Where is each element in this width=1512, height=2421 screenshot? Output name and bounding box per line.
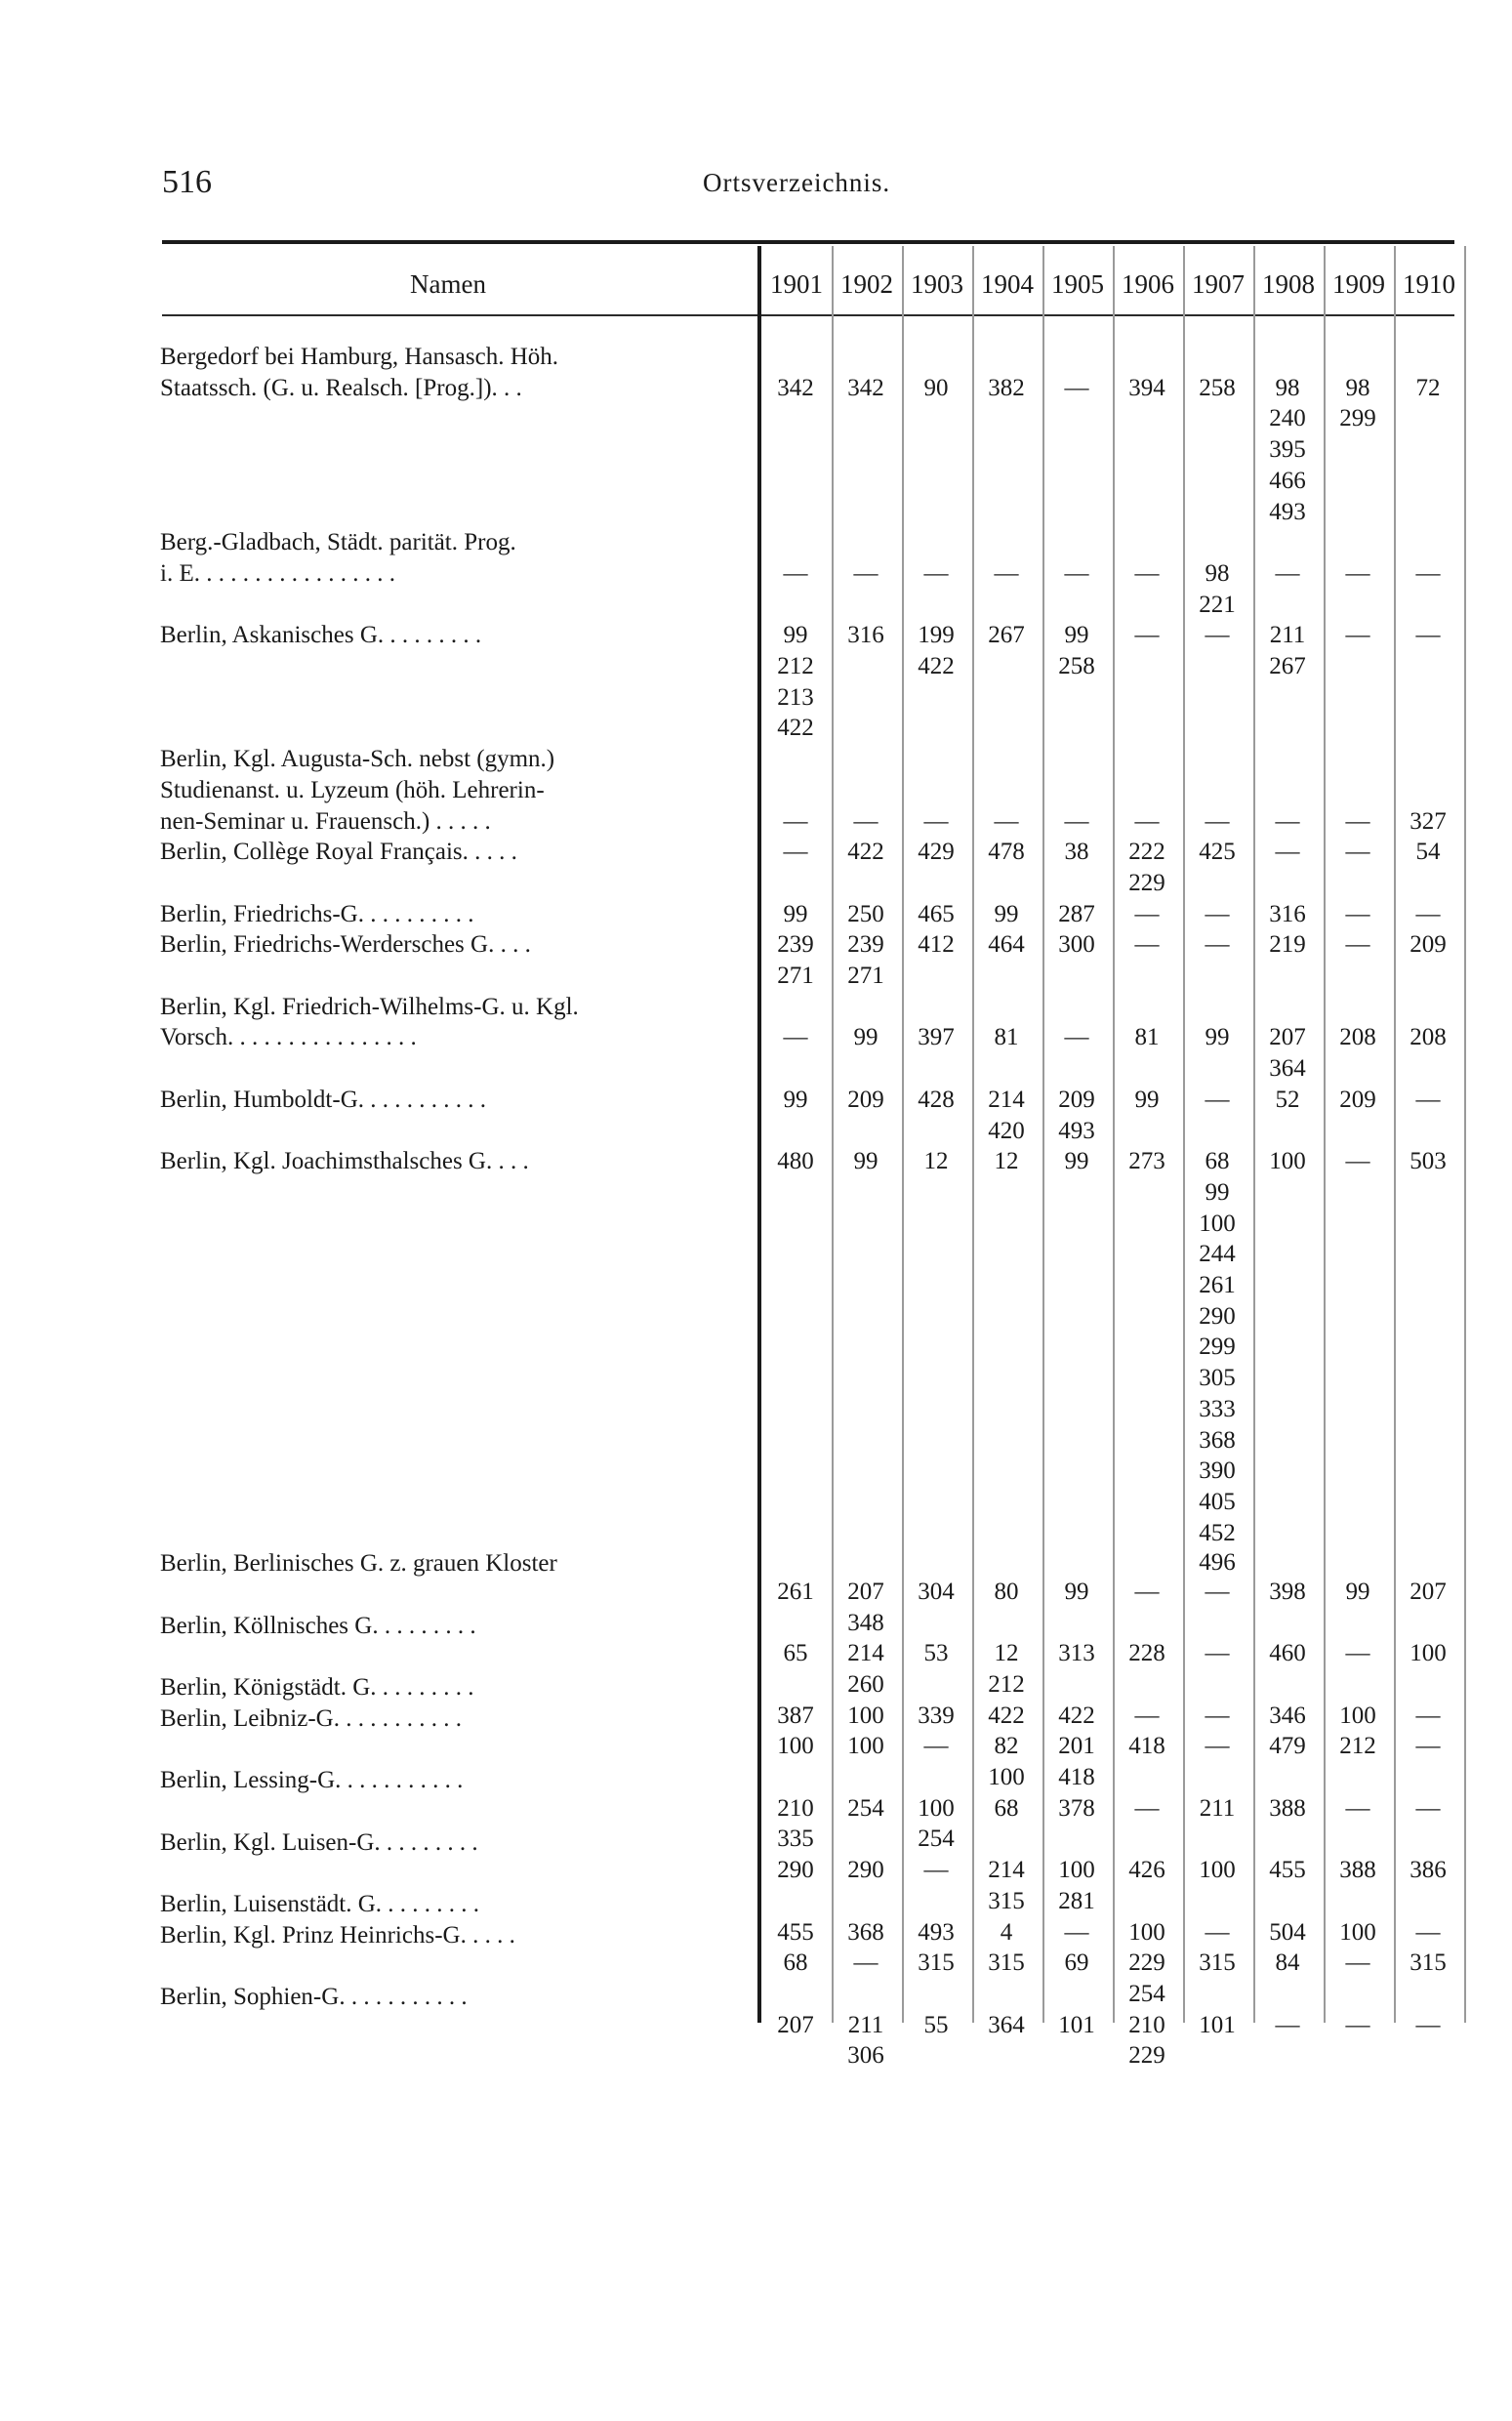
table-cell: 368 [1199, 1426, 1236, 1454]
table-cell: — [1064, 807, 1089, 835]
table-cell: 478 [988, 839, 1025, 866]
table-cell: 201 [1058, 1733, 1095, 1760]
school-name-line: Staatssch. (G. u. Realsch. [Prog.]). . . [160, 374, 522, 401]
table-cell: 327 [1410, 807, 1447, 835]
table-cell: 100 [988, 1764, 1025, 1791]
table-cell: 99 [783, 900, 808, 927]
table-cell: 101 [1199, 2011, 1236, 2038]
table-cell: — [1415, 900, 1441, 927]
table-cell: 364 [988, 2011, 1025, 2038]
year-header: 1902 [840, 269, 893, 299]
table-cell: — [783, 1024, 808, 1051]
table-cell: 12 [923, 1148, 949, 1175]
table-cell: 100 [1410, 1640, 1447, 1667]
table-cell: 313 [1058, 1640, 1095, 1667]
table-cell: — [1345, 1794, 1370, 1822]
table-cell: 382 [988, 374, 1025, 401]
table-cell: 305 [1199, 1365, 1236, 1392]
school-name-line: Berlin, Luisenstädt. G. . . . . . . . . [160, 1891, 480, 1917]
table-cell: 422 [988, 1702, 1025, 1729]
table-cell: — [853, 559, 879, 587]
table-cell: 100 [1339, 1702, 1376, 1729]
table-cell: 100 [1269, 1148, 1306, 1175]
school-name-line: Berlin, Sophien-G. . . . . . . . . . . [160, 1984, 468, 2011]
table-cell: 240 [1269, 405, 1306, 432]
table-cell: 418 [1058, 1764, 1095, 1791]
table-cell: 209 [1410, 931, 1447, 959]
table-cell: 418 [1128, 1733, 1165, 1760]
table-cell: — [1205, 622, 1230, 649]
table-cell: — [1415, 622, 1441, 649]
table-cell: — [1345, 1148, 1370, 1175]
table-cell: — [1134, 1794, 1160, 1822]
table-cell: 100 [1199, 1857, 1236, 1884]
table-cell: 346 [1269, 1702, 1306, 1729]
table-cell: 52 [1275, 1086, 1300, 1113]
table-cell: 290 [777, 1857, 814, 1884]
table-cell: 466 [1269, 467, 1306, 494]
table-cell: — [1205, 931, 1230, 959]
table-cell: 208 [1339, 1024, 1376, 1051]
table-cell: 422 [777, 715, 814, 742]
table-cell: 100 [777, 1733, 814, 1760]
table-cell: 99 [1064, 1578, 1089, 1605]
table-cell: 422 [1058, 1702, 1095, 1729]
table-cell: 479 [1269, 1733, 1306, 1760]
table-cell: 100 [1058, 1857, 1095, 1884]
table-cell: 429 [918, 839, 955, 866]
table-top-rule [162, 240, 1454, 244]
table-cell: 229 [1128, 869, 1165, 896]
table-cell: — [923, 1857, 949, 1884]
table-cell: 315 [918, 1949, 955, 1977]
table-cell: 254 [1128, 1980, 1165, 2007]
table-cell: — [1205, 1702, 1230, 1729]
school-name-line: Berlin, Kgl. Joachimsthalsches G. . . . [160, 1148, 529, 1175]
table-cell: — [1275, 807, 1300, 835]
table-cell: 258 [1199, 374, 1236, 401]
school-name-line: Berlin, Askanisches G. . . . . . . . . [160, 622, 482, 649]
table-cell: 90 [923, 374, 949, 401]
table-cell: — [1205, 1086, 1230, 1113]
table-cell: — [994, 807, 1019, 835]
table-cell: — [1134, 931, 1160, 959]
table-cell: 100 [847, 1733, 884, 1760]
table-cell: 480 [777, 1148, 814, 1175]
table-cell: 12 [994, 1148, 1019, 1175]
table-cell: 290 [1199, 1302, 1236, 1330]
table-cell: 394 [1128, 374, 1165, 401]
table-cell: 99 [783, 622, 808, 649]
table-cell: 452 [1199, 1519, 1236, 1546]
page-number: 516 [162, 164, 212, 200]
table-cell: — [853, 1949, 879, 1977]
table-cell: 211 [1269, 622, 1306, 649]
table-cell: 493 [1269, 498, 1306, 525]
table-cell: 207 [777, 2011, 814, 2038]
table-cell: 287 [1058, 900, 1095, 927]
school-name-line: Berlin, Humboldt-G. . . . . . . . . . . [160, 1086, 487, 1113]
table-cell: 315 [988, 1949, 1025, 1977]
school-name-line: Berlin, Lessing-G. . . . . . . . . . . [160, 1767, 464, 1794]
table-cell: — [1134, 1702, 1160, 1729]
year-header: 1905 [1051, 269, 1104, 299]
table-cell: — [1345, 900, 1370, 927]
table-cell: 199 [918, 622, 955, 649]
school-name-line: Berlin, Berlinisches G. z. grauen Kloster [160, 1550, 557, 1578]
table-cell: 422 [918, 653, 955, 679]
table-cell: 221 [1199, 591, 1236, 618]
table-cell: — [923, 807, 949, 835]
table-cell: 69 [1064, 1949, 1089, 1977]
table-cell: 425 [1199, 839, 1236, 866]
table-cell: 281 [1058, 1887, 1095, 1914]
table-cell: 38 [1064, 839, 1089, 866]
table-cell: 465 [918, 900, 955, 927]
table-cell: 412 [918, 931, 955, 959]
table-cell: 306 [847, 2042, 884, 2070]
table-cell: 390 [1199, 1457, 1236, 1485]
table-cell: — [1205, 900, 1230, 927]
table-cell: 388 [1339, 1857, 1376, 1884]
table-cell: 316 [1269, 900, 1306, 927]
table-cell: 222 [1128, 839, 1165, 866]
table-cell: — [1205, 1640, 1230, 1667]
table-cell: — [1275, 839, 1300, 866]
table-cell: 68 [1205, 1148, 1230, 1175]
table-cell: — [1275, 2011, 1300, 2038]
table-cell: — [783, 839, 808, 866]
table-cell: 426 [1128, 1857, 1165, 1884]
table-cell: 420 [988, 1117, 1025, 1144]
table-cell: 99 [1134, 1086, 1160, 1113]
column-divider [1464, 246, 1466, 2023]
table-cell: 99 [1064, 622, 1089, 649]
table-cell: — [1345, 2011, 1370, 2038]
table-cell: 65 [783, 1640, 808, 1667]
table-cell: 299 [1339, 405, 1376, 432]
table-cell: 290 [847, 1857, 884, 1884]
school-name-line: Berlin, Kgl. Friedrich-Wilhelms-G. u. Kgl. [160, 993, 579, 1020]
table-cell: 98 [1345, 374, 1370, 401]
table-cell: 212 [1339, 1733, 1376, 1760]
table-cell: 100 [847, 1702, 884, 1729]
table-cell: 387 [777, 1702, 814, 1729]
school-name-line: Berlin, Leibniz-G. . . . . . . . . . . [160, 1704, 462, 1732]
table-cell: 80 [994, 1578, 1019, 1605]
table-cell: 99 [1205, 1178, 1230, 1206]
namen-header: Namen [410, 269, 486, 299]
table-cell: 211 [847, 2011, 884, 2038]
table-cell: 239 [777, 931, 814, 959]
school-name-line: Berlin, Collège Royal Français. . . . . [160, 839, 517, 866]
table-cell: 53 [923, 1640, 949, 1667]
school-name-line: Berlin, Friedrichs-G. . . . . . . . . . [160, 900, 474, 927]
table-cell: — [1415, 2011, 1441, 2038]
year-header: 1904 [981, 269, 1034, 299]
table-cell: 99 [1205, 1024, 1230, 1051]
table-cell: 496 [1199, 1548, 1236, 1576]
school-name-line: nen-Seminar u. Frauensch.) . . . . . [160, 807, 491, 835]
table-cell: 464 [988, 931, 1025, 959]
table-cell: 209 [1058, 1086, 1095, 1113]
table-cell: 271 [847, 963, 884, 989]
table-cell: — [1345, 1949, 1370, 1977]
table-cell: 260 [847, 1670, 884, 1698]
school-name-line: Vorsch. . . . . . . . . . . . . . . . [160, 1024, 417, 1051]
table-cell: 207 [1410, 1578, 1447, 1605]
table-cell: 100 [918, 1794, 955, 1822]
school-name-line: i. E. . . . . . . . . . . . . . . . . [160, 559, 395, 587]
table-cell: 333 [1199, 1395, 1236, 1422]
table-cell: — [1205, 1733, 1230, 1760]
table-cell: 503 [1410, 1148, 1447, 1175]
table-cell: 209 [1339, 1086, 1376, 1113]
table-cell: 100 [1128, 1918, 1165, 1946]
table-cell: — [1064, 1918, 1089, 1946]
table-cell: 99 [853, 1148, 879, 1175]
table-cell: — [1415, 1794, 1441, 1822]
table-cell: — [783, 807, 808, 835]
table-cell: 342 [847, 374, 884, 401]
table-cell: 315 [988, 1887, 1025, 1914]
table-cell: 219 [1269, 931, 1306, 959]
table-cell: — [1345, 931, 1370, 959]
table-cell: 460 [1269, 1640, 1306, 1667]
table-cell: — [1064, 374, 1089, 401]
table-cell: — [1415, 559, 1441, 587]
table-cell: 395 [1269, 436, 1306, 464]
year-header: 1910 [1403, 269, 1455, 299]
table-cell: 315 [1199, 1949, 1236, 1977]
table-cell: 98 [1275, 374, 1300, 401]
school-name-line: Studienanst. u. Lyzeum (höh. Lehrerin- [160, 776, 545, 803]
table-cell: 398 [1269, 1578, 1306, 1605]
table-cell: 388 [1269, 1794, 1306, 1822]
year-header: 1906 [1122, 269, 1174, 299]
table-cell: — [1345, 559, 1370, 587]
school-name-line: Berlin, Kgl. Prinz Heinrichs-G. . . . . [160, 1921, 515, 1949]
table-cell: 254 [918, 1826, 955, 1853]
table-cell: 99 [994, 900, 1019, 927]
table-cell: 493 [918, 1918, 955, 1946]
table-cell: 258 [1058, 653, 1095, 679]
table-cell: 207 [1269, 1024, 1306, 1051]
year-header: 1907 [1192, 269, 1245, 299]
table-cell: 211 [1199, 1794, 1236, 1822]
table-cell: 267 [1269, 653, 1306, 679]
table-cell: 100 [1339, 1918, 1376, 1946]
table-cell: — [1415, 1086, 1441, 1113]
school-name-line: Berlin, Kgl. Luisen-G. . . . . . . . . [160, 1828, 478, 1856]
table-cell: 267 [988, 622, 1025, 649]
table-cell: 81 [1134, 1024, 1160, 1051]
table-cell: 68 [783, 1949, 808, 1977]
table-cell: — [1415, 1918, 1441, 1946]
table-cell: 207 [847, 1578, 884, 1605]
table-cell: 261 [1199, 1272, 1236, 1298]
table-cell: 428 [918, 1086, 955, 1113]
table-cell: 261 [777, 1578, 814, 1605]
table-cell: 348 [847, 1609, 884, 1636]
table-cell: 54 [1415, 839, 1441, 866]
table-cell: 455 [777, 1918, 814, 1946]
table-cell: 68 [994, 1794, 1019, 1822]
table-cell: 339 [918, 1702, 955, 1729]
table-cell: — [1064, 1024, 1089, 1051]
table-cell: 208 [1410, 1024, 1447, 1051]
table-cell: 81 [994, 1024, 1019, 1051]
table-cell: 299 [1199, 1334, 1236, 1361]
table-cell: 212 [988, 1670, 1025, 1698]
table-cell: — [1134, 900, 1160, 927]
table-cell: — [1345, 839, 1370, 866]
table-cell: 342 [777, 374, 814, 401]
table-header-rule [162, 314, 1454, 316]
table-cell: 214 [847, 1640, 884, 1667]
table-cell: — [994, 559, 1019, 587]
table-cell: 214 [988, 1086, 1025, 1113]
table-cell: — [1134, 559, 1160, 587]
table-cell: 212 [777, 653, 814, 679]
table-cell: — [923, 559, 949, 587]
table-cell: 378 [1058, 1794, 1095, 1822]
table-cell: 101 [1058, 2011, 1095, 2038]
school-name-line: Berlin, Königstädt. G. . . . . . . . . [160, 1674, 474, 1702]
table-cell: 386 [1410, 1857, 1447, 1884]
year-header: 1909 [1332, 269, 1385, 299]
table-cell: 335 [777, 1826, 814, 1853]
table-cell: 422 [847, 839, 884, 866]
table-cell: 210 [777, 1794, 814, 1822]
table-cell: 229 [1128, 2042, 1165, 2070]
table-cell: — [853, 807, 879, 835]
table-cell: 12 [994, 1640, 1019, 1667]
table-cell: 4 [1000, 1918, 1013, 1946]
table-cell: 397 [918, 1024, 955, 1051]
table-cell: — [1345, 1640, 1370, 1667]
table-cell: 99 [783, 1086, 808, 1113]
table-cell: — [1134, 1578, 1160, 1605]
school-name-line: Berlin, Kgl. Augusta-Sch. nebst (gymn.) [160, 746, 555, 773]
table-cell: 210 [1128, 2011, 1165, 2038]
year-header: 1908 [1262, 269, 1315, 299]
table-cell: — [923, 1733, 949, 1760]
table-cell: 213 [777, 683, 814, 711]
table-cell: — [1345, 622, 1370, 649]
table-cell: 99 [1345, 1578, 1370, 1605]
table-cell: 300 [1058, 931, 1095, 959]
table-cell: 209 [847, 1086, 884, 1113]
table-cell: 271 [777, 963, 814, 989]
table-cell: 214 [988, 1857, 1025, 1884]
table-cell: 364 [1269, 1055, 1306, 1083]
table-cell: — [1205, 807, 1230, 835]
table-cell: 239 [847, 931, 884, 959]
table-cell: 84 [1275, 1949, 1300, 1977]
table-cell: 228 [1128, 1640, 1165, 1667]
table-cell: 504 [1269, 1918, 1306, 1946]
table-cell: 98 [1205, 559, 1230, 587]
table-cell: 405 [1199, 1488, 1236, 1515]
table-cell: 72 [1415, 374, 1441, 401]
page-title: Ortsverzeichnis. [703, 168, 891, 197]
table-cell: 99 [1064, 1148, 1089, 1175]
table-cell: 304 [918, 1578, 955, 1605]
table-cell: 229 [1128, 1949, 1165, 1977]
table-cell: 55 [923, 2011, 949, 2038]
year-header: 1901 [770, 269, 823, 299]
school-name-line: Bergedorf bei Hamburg, Hansasch. Höh. [160, 344, 559, 370]
year-header: 1903 [911, 269, 963, 299]
table-cell: — [1064, 559, 1089, 587]
table-cell: 100 [1199, 1210, 1236, 1237]
table-cell: — [1134, 807, 1160, 835]
table-cell: 99 [853, 1024, 879, 1051]
table-cell: — [1134, 622, 1160, 649]
table-cell: 254 [847, 1794, 884, 1822]
table-cell: — [1275, 559, 1300, 587]
table-cell: 316 [847, 622, 884, 649]
table-cell: 455 [1269, 1857, 1306, 1884]
table-cell: 368 [847, 1918, 884, 1946]
table-cell: — [1345, 807, 1370, 835]
school-name-line: Berg.-Gladbach, Städt. parität. Prog. [160, 529, 516, 556]
school-name-line: Berlin, Friedrichs-Werdersches G. . . . [160, 931, 531, 959]
table-cell: 244 [1199, 1241, 1236, 1268]
table-cell: — [1205, 1578, 1230, 1605]
school-name-line: Berlin, Köllnisches G. . . . . . . . . [160, 1612, 476, 1639]
table-cell: 250 [847, 900, 884, 927]
table-cell: 82 [994, 1733, 1019, 1760]
table-cell: 493 [1058, 1117, 1095, 1144]
table-cell: — [783, 559, 808, 587]
table-cell: 315 [1410, 1949, 1447, 1977]
table-cell: — [1205, 1918, 1230, 1946]
table-cell: — [1415, 1702, 1441, 1729]
table-cell: 273 [1128, 1148, 1165, 1175]
table-cell: — [1415, 1733, 1441, 1760]
